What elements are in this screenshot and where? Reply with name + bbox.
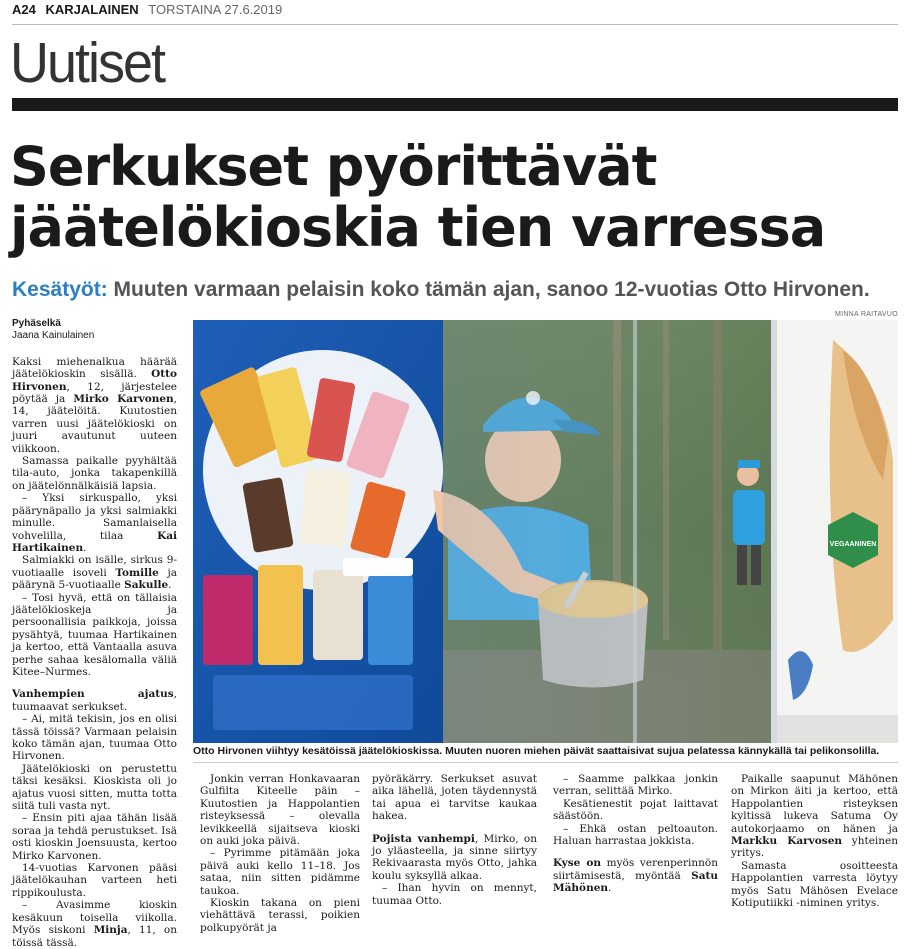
paragraph: Kaksi miehenalkua häärää jäätelökioskin sisällä. Otto Hirvonen, 12, järjestelee pöytää ja Mirko Karvonen, 14, jäätelöitä. Kuutostien varren uusi jäätelökioski on juuri avautunut uuteen viikkoon. xyxy=(12,355,177,455)
paragraph: – Ensin piti ajaa tähän lisää soraa ja tehdä perustukset. Isä osti kioskin Joensuusta, kertoo Mirko Karvonen. xyxy=(12,812,177,862)
issue-date: TORSTAINA 27.6.2019 xyxy=(148,2,283,17)
paragraph: – Yksi sirkuspallo, yksi päärynäpallo ja yksi salmiakki minulle. Samanlaisella vohvelilla, tilaa Kai Hartikainen. xyxy=(12,492,177,554)
photo-illustration xyxy=(193,320,898,743)
headline-line-1: Serkukset pyörittävät xyxy=(10,135,657,198)
paragraph: Samasta osoitteesta Happolantien varresta löytyy myös Satu Mähösen Evelace Kotiputiikki -niminen yritys. xyxy=(731,859,898,910)
article-column-3 xyxy=(372,773,537,907)
paragraph: – Pyrimme pitämään joka päivä auki kello 11–18. Jos sataa, niin sitten pidämme taukoa. xyxy=(200,847,360,897)
paragraph: Kesätienestit pojat laittavat säästöön. xyxy=(553,797,718,823)
headline-line-2: jäätelökioskia tien varressa xyxy=(10,196,826,259)
newspaper-name: KARJALAINEN xyxy=(45,2,139,17)
photo-credit: MINNA RAITAVUO xyxy=(834,311,898,318)
paragraph: – Saamme palkkaa jonkin verran, selittää Mirko. xyxy=(553,773,718,798)
paragraph: – Tosi hyvä, että on tällaisia jäätelökioskeja ja persoonallisia paikkoja, joissa pysähtyä, tuumaa Hartikainen ja kertoo, että Vantaalla asuva perhe sahaa kesälomalla väliä Kitee–Nurmes. xyxy=(12,591,177,678)
article-column-5 xyxy=(731,773,898,909)
paragraph: 14-vuotias Karvonen pääsi jäätelökauhan varteen heti rippikoulusta. xyxy=(12,862,177,899)
paragraph: Jonkin verran Honkavaaran Gulfilta Kiteelle päin – Kuutostien ja Happolantien risteyksessä – olevalla levikkeellä sijaitseva kioski on auki joka päivä. xyxy=(200,773,360,848)
paragraph: – Ai, mitä tekisin, jos en olisi tässä töissä? Varmaan pelaisin koko tämän ajan, tuumaa Otto Hirvonen. xyxy=(12,713,177,763)
subhead-paragraph: Pojista vanhempi, Mirko, on jo yläasteella, ja sinne siirtyy Rekivaarasta myös Otto, jahka koulu syksyllä alkaa. xyxy=(372,832,538,882)
paragraph: Kioskin takana on pieni viehättävä terassi, poikien polkupyörät ja xyxy=(200,897,360,934)
page-number: A24 xyxy=(12,2,36,17)
paragraph: – Avasimme kioskin kesäkuun toisella viikolla. Myös siskoni Minja, 11, on töissä tässä. xyxy=(12,899,178,949)
paragraph: Salmiakki on isälle, sirkus 9-vuotiaalle isoveli Tomille ja päärynä 5-vuotiaalle Sakulle. xyxy=(12,554,177,592)
section-title: Uutiset xyxy=(10,31,165,95)
masthead-divider xyxy=(12,24,898,25)
byline-place: Pyhäselkä xyxy=(12,318,61,329)
subhead-paragraph: Kyse on myös verenperinnön siirtämisestä, myöntää Satu Mähönen. xyxy=(553,857,718,895)
section-bar xyxy=(12,98,898,111)
paragraph: Samassa paikalle pyyhältää tila-auto, jonka takapenkillä on jäätelönnälkäisiä lapsia. xyxy=(12,455,177,492)
deck xyxy=(12,277,902,303)
photo-caption: Otto Hirvonen viihtyy kesätöissä jäätelökioskissa. Muuten nuoren miehen päivät saattaisivat sujua pelatessa kännykällä tai pelikonsolilla. xyxy=(193,745,880,757)
paragraph: Jäätelökioski on perustettu täksi kesäksi. Kioskista oli jo ajatus vuosi sitten, mutta totta siitä tuli vasta nyt. xyxy=(12,762,177,813)
paragraph: Paikalle saapunut Mähönen on Mirkon äiti ja kertoo, että Happolantien risteyksen kyltissä lukeva Satuma Oy autokorjaamo on hänen ja Markku Karvosen yhteinen yritys. xyxy=(731,773,898,860)
masthead xyxy=(12,2,898,24)
byline-author: Jaana Kainulainen xyxy=(12,330,95,342)
article-photo xyxy=(193,320,898,743)
article-column-4 xyxy=(553,773,718,895)
article-column-1 xyxy=(12,318,177,949)
subhead-paragraph: Vanhempien ajatus, tuumaavat serkukset. xyxy=(12,688,177,713)
article-column-2 xyxy=(200,773,360,934)
vegan-sign-text: VEGAANINEN xyxy=(829,541,877,548)
headline xyxy=(10,136,900,258)
deck-kicker: Kesätyöt: xyxy=(12,278,108,301)
paragraph: – Ihan hyvin on mennyt, tuumaa Otto. xyxy=(372,882,537,907)
caption-divider xyxy=(193,762,898,763)
deck-text: Muuten varmaan pelaisin koko tämän ajan, sanoo 12-vuotias Otto Hirvonen. xyxy=(113,278,870,301)
paragraph: – Ehkä ostan peltoauton. Haluan harrastaa jokkista. xyxy=(553,822,718,848)
paragraph: pyöräkärry. Serkukset asuvat aika lähellä, joten täydennystä tai apua ei tarvitse kaukaa hakea. xyxy=(372,773,537,823)
